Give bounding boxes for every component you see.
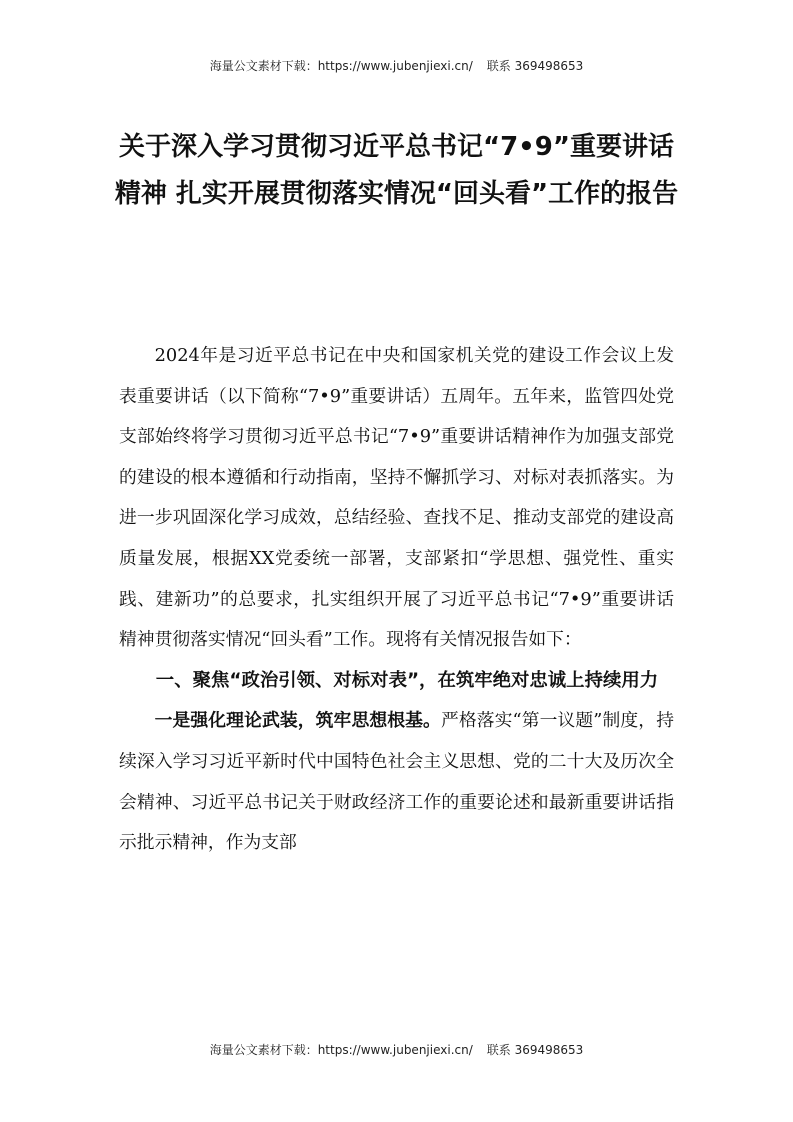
section-heading: 一、聚焦“政治引领、对标对表”，在筑牢绝对忠诚上持续用力 — [155, 669, 659, 691]
page-footer — [0, 1041, 793, 1058]
body-paragraph — [119, 701, 674, 863]
paragraph-lead: 一是强化理论武装，筑牢思想根基。 — [154, 710, 441, 732]
page-header — [0, 57, 793, 74]
paragraph-text: 严格落实“第一议题”制度，持续深入学习习近平新时代中国特色社会主义思想、党的二十大及历次全会精神、习近平总书记关于财政经济工作的重要论述和最新重要讲话指示批示精神，作为支部 — [119, 710, 674, 854]
header-download-label: 海量公文素材下载：https://www.jubenjiexi.cn/ — [209, 59, 473, 73]
document-body — [119, 336, 674, 864]
footer-download-label: 海量公文素材下载：https://www.jubenjiexi.cn/ — [209, 1043, 473, 1057]
header-contact: 联系 369498653 — [486, 59, 584, 73]
document-title: 关于深入学习贯彻习近平总书记“7•9”重要讲话精神 扎实开展贯彻落实情况“回头看”工作的报告 — [114, 132, 679, 209]
footer-contact: 联系 369498653 — [486, 1043, 584, 1057]
intro-paragraph: 2024年是习近平总书记在中央和国家机关党的建设工作会议上发表重要讲话（以下简称“7•9”重要讲话）五周年。五年来，监管四处党支部始终将学习贯彻习近平总书记“7•9”重要讲话精神作为加强支部党的建设的根本遵循和行动指南，坚持不懈抓学习、对标对表抓落实。为进一步巩固深化学习成效，总结经验、查找不足、推动支部党的建设高质量发展，根据XX党委统一部署，支部紧扣“学思想、强党性、重实践、建新功”的总要求，扎实组织开展了习近平总书记“7•9”重要讲话精神贯彻落实情况“回头看”工作。现将有关情况报告如下： — [119, 345, 674, 651]
